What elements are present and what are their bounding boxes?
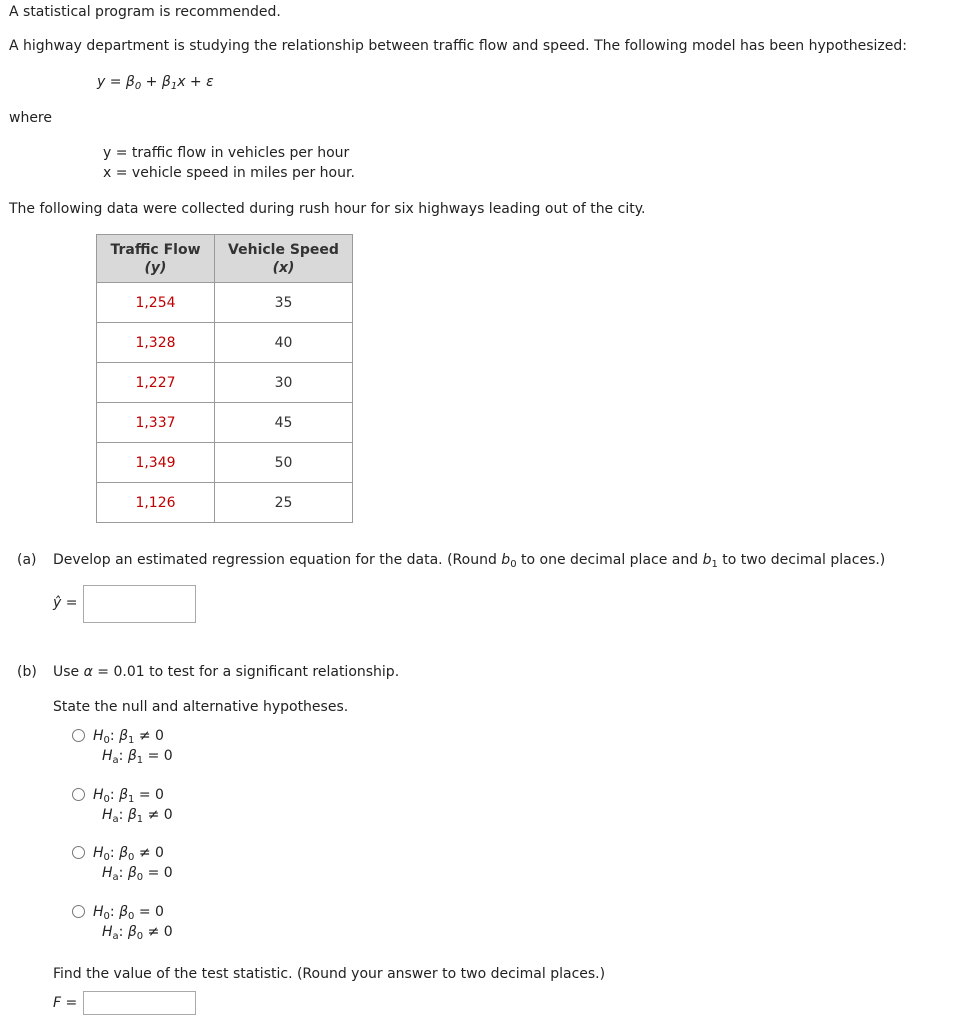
hypothesis-option-1[interactable]: $H_0$: $\beta_1 \ne 0$ $H_a$: $\beta_1 = 0$: [93, 728, 173, 766]
f-label: F =: [53, 995, 78, 1011]
vehicle-speed-value: 40: [215, 323, 353, 363]
yhat-label: ŷ =: [53, 595, 78, 611]
data-intro: The following data were collected during rush hour for six highways leading out of the city.: [9, 201, 646, 217]
traffic-flow-value: 1,337: [97, 403, 215, 443]
hypothesis-option-4-radio[interactable]: [72, 905, 85, 918]
traffic-flow-value: 1,349: [97, 443, 215, 483]
vehicle-speed-value: 50: [215, 443, 353, 483]
hypothesis-option-3[interactable]: $H_0$: $\beta_0 \ne 0$ $H_a$: $\beta_0 = 0$: [93, 845, 173, 883]
part-b-instructions: Use α = 0.01 to test for a significant relationship.: [53, 664, 400, 680]
recommend-note: A statistical program is recommended.: [9, 4, 281, 20]
y-definition: y = traffic flow in vehicles per hour: [103, 145, 350, 161]
hypothesis-option-1-radio[interactable]: [72, 729, 85, 742]
vehicle-speed-value: 35: [215, 283, 353, 323]
part-a-label: (a): [17, 552, 37, 568]
test-statistic-prompt: Find the value of the test statistic. (Round your answer to two decimal places.): [53, 966, 606, 982]
hypothesis-option-2[interactable]: $H_0$: $\beta_1 = 0$ $H_a$: $\beta_1 \ne 0$: [93, 787, 173, 825]
model-equation: $y = \beta_0 + \beta_1x + \varepsilon$: [97, 74, 214, 92]
table-row: [97, 323, 353, 363]
vehicle-speed-value: 45: [215, 403, 353, 443]
part-a-instructions: Develop an estimated regression equation for the data. (Round $b_0$ to one decimal place and $b_1$ to two decimal places.): [53, 552, 886, 570]
f-statistic-input[interactable]: [83, 991, 196, 1015]
problem-statement: A highway department is studying the relationship between traffic flow and speed. The following model has been hypothesized:: [9, 38, 907, 54]
data-table: [96, 234, 353, 523]
vehicle-speed-value: 25: [215, 483, 353, 523]
part-b-label: (b): [17, 664, 37, 680]
where-label: where: [9, 110, 52, 126]
table-row: [97, 483, 353, 523]
table-row: [97, 363, 353, 403]
traffic-flow-value: 1,126: [97, 483, 215, 523]
vehicle-speed-value: 30: [215, 363, 353, 403]
yhat-input[interactable]: [83, 585, 196, 623]
hypothesis-option-3-radio[interactable]: [72, 846, 85, 859]
hypothesis-option-2-radio[interactable]: [72, 788, 85, 801]
header-traffic-flow: Traffic Flow (y): [97, 235, 215, 283]
table-row: [97, 283, 353, 323]
x-definition: x = vehicle speed in miles per hour.: [103, 165, 355, 181]
state-hypotheses-prompt: State the null and alternative hypotheses.: [53, 699, 349, 715]
table-row: [97, 443, 353, 483]
traffic-flow-value: 1,254: [97, 283, 215, 323]
hypothesis-option-4[interactable]: $H_0$: $\beta_0 = 0$ $H_a$: $\beta_0 \ne 0$: [93, 904, 173, 942]
header-vehicle-speed: Vehicle Speed (x): [215, 235, 353, 283]
traffic-flow-value: 1,328: [97, 323, 215, 363]
traffic-flow-value: 1,227: [97, 363, 215, 403]
table-row: [97, 403, 353, 443]
